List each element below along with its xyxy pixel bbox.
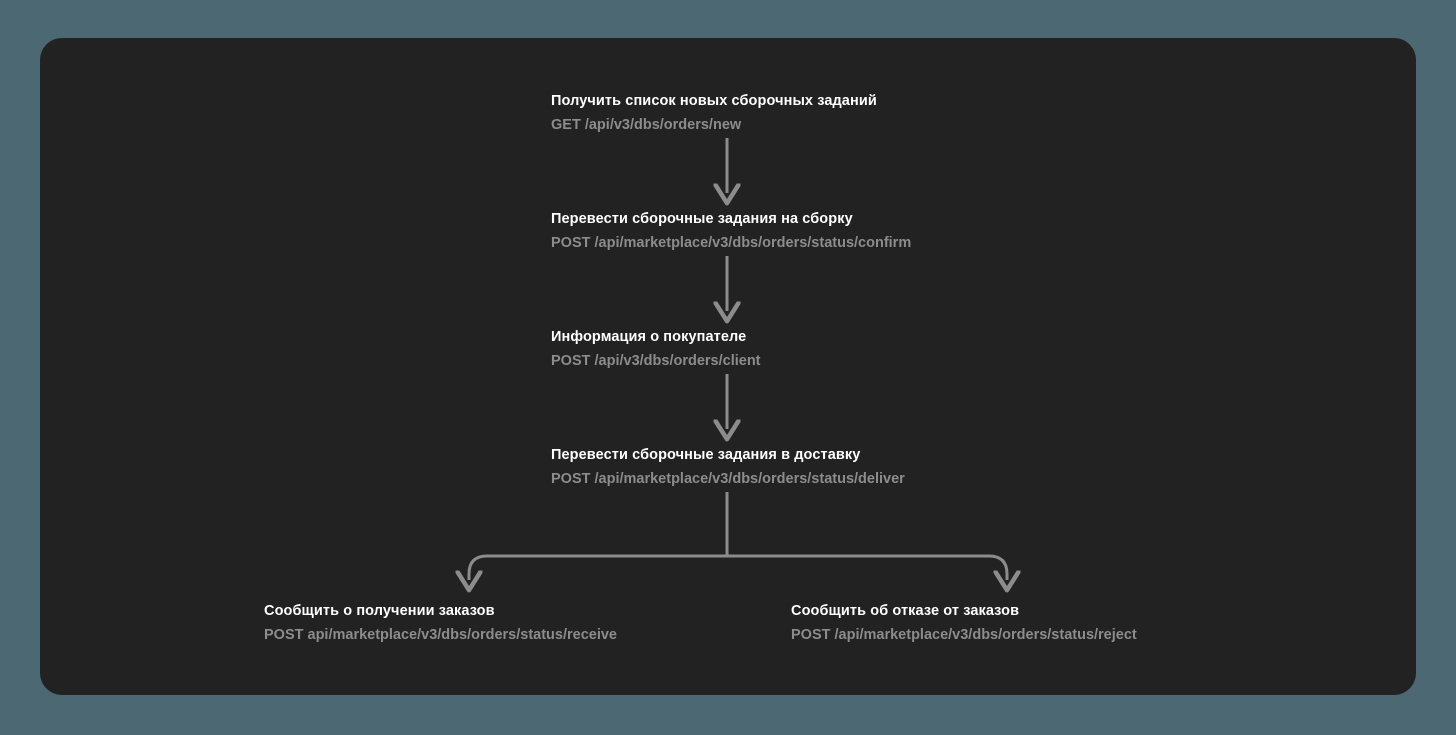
node-endpoint: POST /api/marketplace/v3/dbs/orders/status/deliver bbox=[551, 471, 905, 487]
node-deliver-orders[interactable] bbox=[551, 446, 905, 488]
node-get-new-orders[interactable] bbox=[551, 92, 877, 134]
node-endpoint: POST api/marketplace/v3/dbs/orders/status/receive bbox=[264, 627, 617, 643]
node-receive-orders[interactable] bbox=[264, 602, 617, 644]
node-title: Получить список новых сборочных заданий bbox=[551, 93, 877, 109]
node-title: Перевести сборочные задания в доставку bbox=[551, 447, 861, 463]
node-title: Перевести сборочные задания на сборку bbox=[551, 211, 853, 227]
node-title: Информация о покупателе bbox=[551, 329, 747, 345]
node-title: Сообщить об отказе от заказов bbox=[791, 603, 1020, 619]
node-endpoint: POST /api/marketplace/v3/dbs/orders/status/confirm bbox=[551, 235, 912, 251]
node-client-info[interactable] bbox=[551, 328, 761, 370]
node-title: Сообщить о получении заказов bbox=[264, 603, 495, 619]
node-endpoint: GET /api/v3/dbs/orders/new bbox=[551, 117, 742, 133]
node-reject-orders[interactable] bbox=[791, 602, 1137, 644]
node-confirm-orders[interactable] bbox=[551, 210, 911, 252]
node-endpoint: POST /api/v3/dbs/orders/client bbox=[551, 353, 761, 369]
node-endpoint: POST /api/marketplace/v3/dbs/orders/status/reject bbox=[791, 627, 1137, 643]
